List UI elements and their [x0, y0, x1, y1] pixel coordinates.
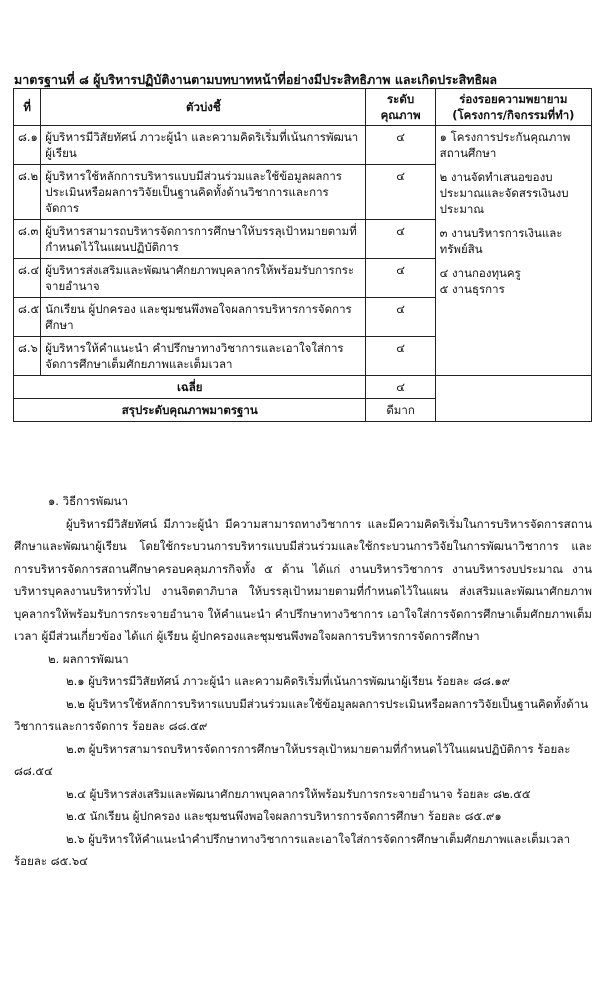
body-text [14, 490, 592, 873]
row-no: ๘.๓ [14, 220, 41, 259]
average-value: ๔ [366, 376, 435, 399]
trace-empty-cell [435, 376, 591, 422]
row-indicator: ผู้บริหารสามารถบริหารจัดการการศึกษาให้บรรลุเป้าหมายตามที่กำหนดไว้ในแผนปฏิบัติการ [41, 220, 366, 259]
section1-heading: ๑. วิธีการพัฒนา [48, 494, 128, 508]
header-trace [435, 89, 591, 126]
result-item: ๒.๔ ผู้บริหารส่งเสริมและพัฒนาศักยภาพบุคลากรให้พร้อมรับการกระจายอำนาจ ร้อยละ ๘๒.๕๕ [66, 786, 531, 801]
row-indicator: ผู้บริหารให้คำแนะนำ คำปรึกษาทางวิชาการและเอาใจใส่การจัดการศึกษาเต็มศักยภาพและเต็มเวลา [41, 337, 366, 376]
row-indicator: ผู้บริหารใช้หลักการบริหารแบบมีส่วนร่วมและใช้ข้อมูลผลการประเมินหรือผลการวิจัยเป็นฐานคิดทั้งด้านวิชาการและการจัดการ [41, 165, 366, 220]
header-trace-line1: ร่องรอยความพยายาม [459, 92, 568, 106]
result-item: ๒.๓ ผู้บริหารสามารถบริหารจัดการการศึกษาให้บรรลุเป้าหมายตามที่กำหนดไว้ในแผนปฏิบัติการ ร้อยละ ๘๘.๕๔ [14, 741, 571, 778]
section2-heading: ๒. ผลการพัฒนา [48, 651, 129, 666]
summary-label: สรุประดับคุณภาพมาตรฐาน [14, 399, 366, 422]
row-level: ๔ [366, 165, 435, 220]
result-item: ๒.๑ ผู้บริหารมีวิสัยทัศน์ ภาวะผู้นำ และความคิดริเริ่มที่เน้นการพัฒนาผู้เรียน ร้อยละ ๘๘.๑๙ [66, 674, 511, 688]
header-no: ที่ [14, 89, 41, 126]
trace-item: ๓ งานบริหารการเงินและทรัพย์สิน [439, 226, 563, 256]
result-item: ๒.๒ ผู้บริหารใช้หลักการบริหารแบบมีส่วนร่วมและใช้ข้อมูลผลการประเมินหรือผลการวิจัยเป็นฐานคิดทั้งด้านวิชาการและการจัดการ ร้อยละ ๘๘.๕๙ [14, 696, 589, 733]
section1-paragraph: ผู้บริหารมีวิสัยทัศน์ มีภาวะผู้นำ มีความสามารถทางวิชาการ และมีความคิดริเริ่มในการบริหารจัดการสถานศึกษาและพัฒนาผู้เรียน โดยใช้กระบวนการบริหารแบบมีส่วนร่วมและใช้กระบวนการวิจัยในการพัฒนาวิชาการ และการบริหารจัดการสถานศึกษาครอบคลุมภารกิจทั้ง ๕ ด้าน ได้แก่ งานบริหารวิชาการ งานบริหารงบประมาณ งานบริหารบุคลงานบริหารทั่วไป งานจิตตาภิบาล ให้บรรลุเป้าหมายตามที่กำหนดไว้ในแผน ส่งเสริมและพัฒนาศักยภาพบุคลากรให้พร้อมรับการกระจายอำนาจ ให้คำแนะนำ คำปรึกษาทางวิชาการ เอาใจใส่การจัดการศึกษาเต็มศักยภาพเต็มเวลา ผู้มีส่วนเกี่ยวข้อง ได้แก่ ผู้เรียน ผู้ปกครองและชุมชนพึงพอใจผลการบริหารการจัดการศึกษา [14, 516, 592, 643]
result-item: ๒.๖ ผู้บริหารให้คำแนะนำคำปรึกษาทางวิชาการและเอาใจใส่การจัดการศึกษาเต็มศักยภาพและเต็มเวลา ร้อยละ ๘๕.๖๔ [14, 831, 571, 868]
standard-title: มาตรฐานที่ ๘ ผู้บริหารปฏิบัติงานตามบทบาทหน้าที่อย่างมีประสิทธิภาพ และเกิดประสิทธิผล [14, 72, 498, 87]
row-level: ๔ [366, 298, 435, 337]
row-level: ๔ [366, 337, 435, 376]
header-level-line2: คุณภาพ [380, 108, 421, 122]
row-no: ๘.๔ [14, 259, 41, 298]
row-level: ๔ [366, 126, 435, 165]
trace-item: ๔ งานกองทุนครู [439, 266, 521, 280]
trace-item: ๕ งานธุรการ [439, 282, 505, 296]
summary-value: ดีมาก [366, 399, 435, 422]
average-row [14, 376, 592, 399]
header-level-line1: ระดับ [387, 92, 415, 106]
row-level: ๔ [366, 259, 435, 298]
row-no: ๘.๖ [14, 337, 41, 376]
row-no: ๘.๑ [14, 126, 41, 165]
header-trace-line2: (โครงการ/กิจกรรมที่ทำ) [452, 108, 575, 122]
row-indicator: ผู้บริหารมีวิสัยทัศน์ ภาวะผู้นำ และความคิดริเริ่มที่เน้นการพัฒนาผู้เรียน [41, 126, 366, 165]
standard-table [13, 88, 592, 422]
row-level: ๔ [366, 220, 435, 259]
row-indicator: นักเรียน ผู้ปกครอง และชุมชนพึงพอใจผลการบริหารการจัดการศึกษา [41, 298, 366, 337]
trace-item: ๑ โครงการประกันคุณภาพสถานศึกษา [439, 130, 571, 160]
average-label: เฉลี่ย [14, 376, 366, 399]
header-indicator: ตัวบ่งชี้ [41, 89, 366, 126]
table-header-row [14, 89, 592, 126]
trace-cell [435, 126, 591, 376]
row-no: ๘.๕ [14, 298, 41, 337]
result-item: ๒.๕ นักเรียน ผู้ปกครอง และชุมชนพึงพอใจผลการบริหารการจัดการศึกษา ร้อยละ ๘๕.๙๑ [66, 809, 502, 823]
row-indicator: ผู้บริหารส่งเสริมและพัฒนาศักยภาพบุคลากรให้พร้อมรับการกระจายอำนาจ [41, 259, 366, 298]
trace-item: ๒ งานจัดทำเสนอของบประมาณและจัดสรรเงินงบประมาณ [439, 170, 569, 216]
header-level [366, 89, 435, 126]
table-row [14, 126, 592, 165]
row-no: ๘.๒ [14, 165, 41, 220]
